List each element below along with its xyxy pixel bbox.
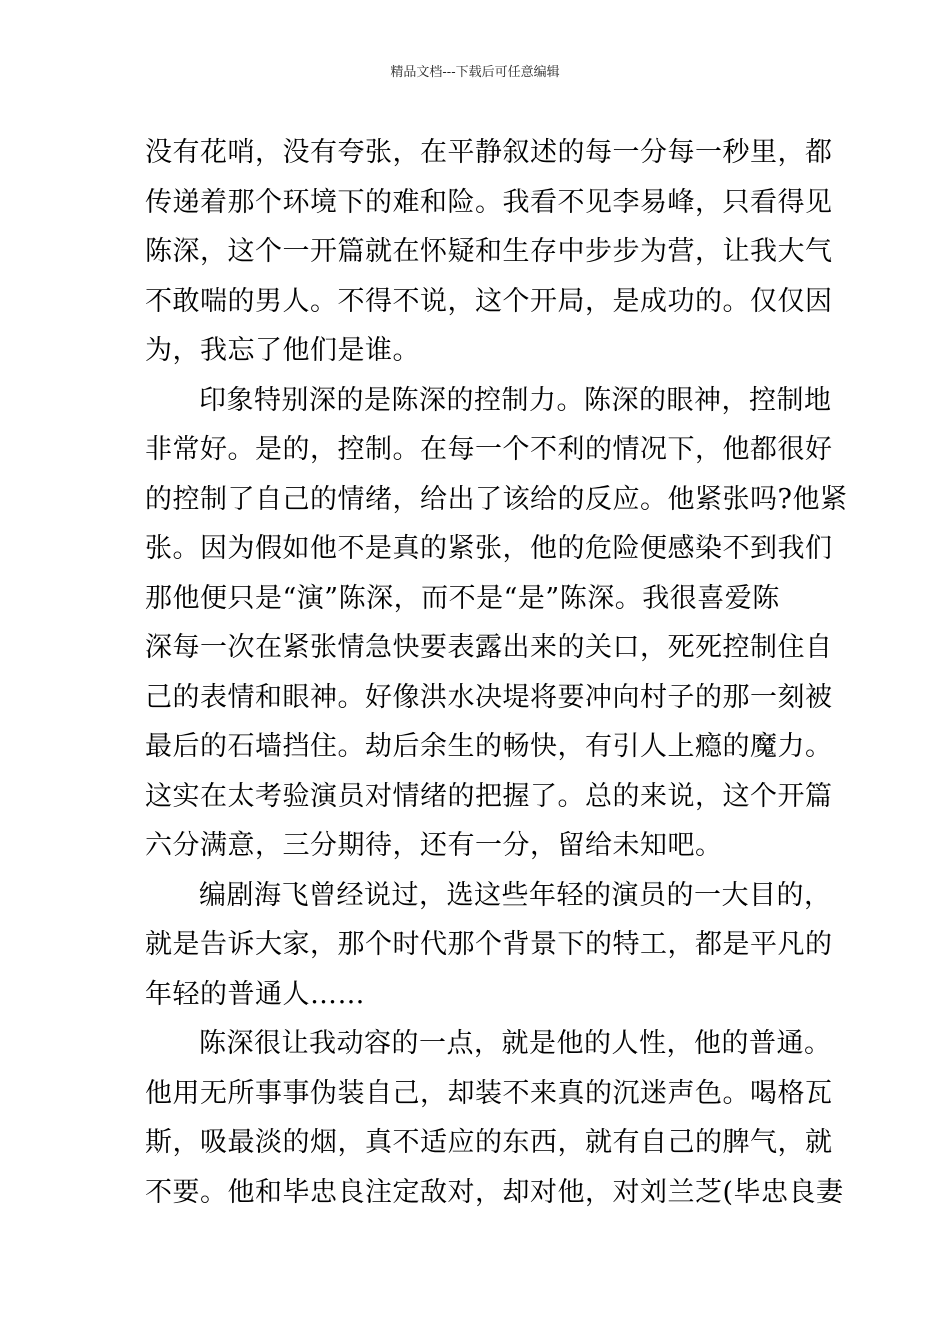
text-line: 六分满意，三分期待，还有一分，留给未知吧。: [145, 830, 723, 861]
text-line: 传递着那个环境下的难和险。我看不见李易峰，只看得见: [145, 186, 833, 218]
text-line: 最后的石墙挡住。劫后余生的畅快，有引人上瘾的魔力。: [145, 731, 833, 762]
text-line: 年轻的普通人……: [145, 978, 365, 1010]
text-line: 就是告诉大家，那个时代那个背景下的特工，都是平凡的: [145, 929, 833, 960]
text-line: 己的表情和眼神。好像洪水决堤将要冲向村子的那一刻被: [145, 681, 833, 713]
paragraph-first-line: 编剧海飞曾经说过，选这些年轻的演员的一大目的，: [199, 879, 832, 911]
paragraph-first-line: 陈深很让我动容的一点，就是他的人性，他的普通。: [199, 1028, 832, 1059]
page-header: 精品文档---下载后可任意编辑: [390, 65, 560, 80]
text-line: 陈深，这个一开篇就在怀疑和生存中步步为营，让我大气: [145, 236, 833, 267]
text-line: 不要。他和毕忠良注定敌对，却对他，对刘兰芝(毕忠良妻: [145, 1176, 844, 1208]
document-body: [145, 128, 848, 1217]
text-line: 张。因为假如他不是真的紧张，他的危险便感染不到我们: [145, 533, 833, 564]
text-line: 他用无所事事伪装自己，却装不来真的沉迷声色。喝格瓦: [145, 1077, 833, 1109]
text-line: 斯，吸最淡的烟，真不适应的东西，就有自己的脾气，就: [145, 1127, 833, 1158]
paragraph-first-line: 印象特别深的是陈深的控制力。陈深的眼神，控制地: [199, 384, 832, 416]
text-line: 没有花哨，没有夸张，在平静叙述的每一分每一秒里，都: [145, 137, 833, 168]
text-line: 那他便只是“演”陈深，而不是“是”陈深。我很喜爱陈: [145, 582, 780, 614]
text-line: 这实在太考验演员对情绪的把握了。总的来说，这个开篇: [145, 780, 833, 812]
text-line: 非常好。是的，控制。在每一个不利的情况下，他都很好: [145, 434, 833, 465]
text-line: 的控制了自己的情绪，给出了该给的反应。他紧张吗?他紧: [145, 483, 848, 515]
text-line: 深每一次在紧张情急快要表露出来的关口，死死控制住自: [145, 632, 833, 663]
text-line: 不敢喘的男人。不得不说，这个开局，是成功的。仅仅因: [145, 285, 833, 317]
text-line: 为，我忘了他们是谁。: [145, 335, 420, 366]
